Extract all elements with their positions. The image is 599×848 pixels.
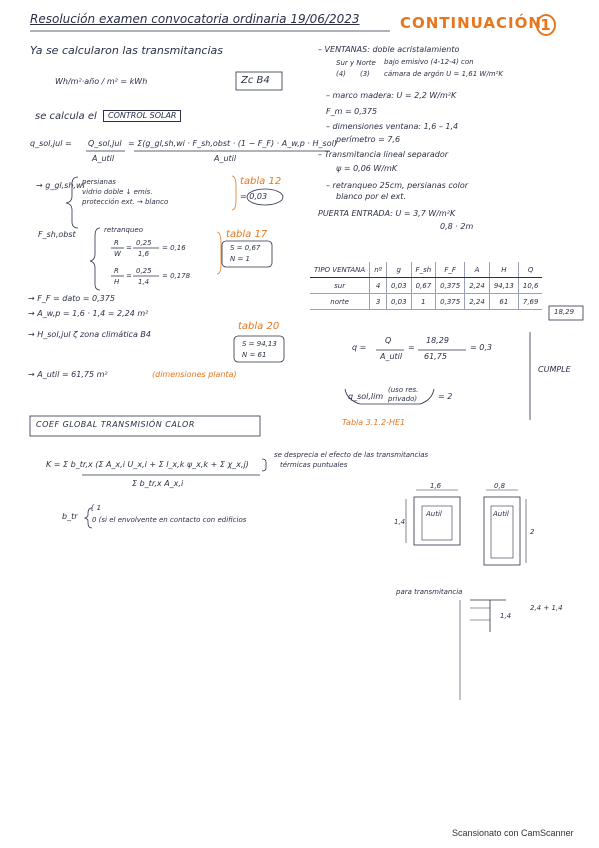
ff-line: → F_F = dato = 0,375 <box>28 294 115 303</box>
f-first: retranqueo <box>104 226 144 234</box>
dim-14: 1,4 <box>500 612 512 620</box>
result-qlim-note-2: privado) <box>388 395 418 403</box>
table-cell: 2,24 <box>465 294 490 310</box>
table-cell: 0,03 <box>386 278 411 294</box>
table-cell: 2,24 <box>465 278 490 294</box>
btr-label: b_tr <box>62 512 78 521</box>
page-header-title: Resolución examen convocatoria ordinaria 19/06/2023 <box>30 12 360 26</box>
f-r1-num: R <box>114 239 119 247</box>
psi-line: ψ = 0,06 W/mK <box>336 164 398 173</box>
result-qlim-note-1: (uso res. <box>388 386 419 394</box>
hsol-n: N = 61 <box>242 351 267 359</box>
result-q-fnum: 18,29 <box>426 336 449 345</box>
num-4: (4) <box>336 70 346 78</box>
puerta-line: PUERTA ENTRADA: U = 3,7 W/m²K <box>318 209 456 218</box>
fm-line: F_m = 0,375 <box>326 107 378 116</box>
table-header: nº <box>370 262 387 278</box>
hsol-table-ref: tabla 20 <box>238 321 280 332</box>
continuation-badge: CONTINUACIÓN <box>400 14 542 32</box>
dim-right-side: 2 <box>530 528 535 536</box>
hsol-s: S = 94,13 <box>242 340 277 348</box>
dimensiones-line: – dimensiones ventana: 1,6 – 1,4 <box>326 122 459 131</box>
sur-norte: Sur y Norte <box>336 59 376 67</box>
result-q-mid: = <box>408 343 415 352</box>
g-value: = 0,03 <box>240 192 268 201</box>
table-cell: 10,6 <box>518 278 542 294</box>
table-cell: 4 <box>370 278 387 294</box>
bajo-emisivo: bajo emisivo (4-12-4) con <box>384 58 474 66</box>
table-header: H <box>489 262 518 278</box>
q-den1: A_util <box>92 154 115 163</box>
dim-sum: 2,4 + 1,4 <box>530 604 563 612</box>
btr-case-1: { 1 <box>90 504 102 512</box>
result-q-num: Q <box>385 336 392 345</box>
puerta-line-2: 0,8 · 2m <box>440 222 474 231</box>
table-cell: 94,13 <box>489 278 518 294</box>
k-note-1: se desprecia el efecto de las transmitancias <box>274 451 429 459</box>
k-note-2: térmicas puntuales <box>280 461 348 469</box>
f-r1-fnum: 0,25 <box>136 239 152 247</box>
f-r1-den: W <box>114 250 121 258</box>
control-prefix: se calcula el <box>35 111 97 122</box>
q-num1: Q_sol,jul <box>88 139 122 148</box>
awp-line: → A_w,p = 1,6 · 1,4 = 2,24 m² <box>28 309 149 318</box>
result-q: q = <box>352 343 367 352</box>
g-line-1: persianas <box>82 178 116 186</box>
table-cell: 7,69 <box>518 294 542 310</box>
q-lhs: q_sol,jul = <box>30 139 72 148</box>
f-r2-res: = 0,178 <box>162 272 191 280</box>
btr-case-0: 0 (si el envolvente en contacto con edificios <box>92 516 247 524</box>
table-header: Q <box>518 262 542 278</box>
table-cell: 0,67 <box>411 278 436 294</box>
coef-title: COEF GLOBAL TRANSMISIÓN CALOR <box>36 420 195 429</box>
window-table <box>310 262 542 310</box>
transmitancia-line: – Transmitancia lineal separador <box>318 150 449 159</box>
q-eq: = Σ(g_gl,sh,wi · F_sh,obst · (1 − F_F) · A_w,p · H_sol) <box>128 139 337 148</box>
table-cell: sur <box>310 278 370 294</box>
table-cell: 1 <box>411 294 436 310</box>
dim-left-top: 1,6 <box>430 482 442 490</box>
result-q-value: = 0,3 <box>470 343 492 352</box>
g-label: → g_gl,sh,wi <box>36 181 85 190</box>
q-den2: A_util <box>214 154 237 163</box>
hsol-line: → H_sol,jul ζ zona climática B4 <box>28 330 151 339</box>
autil-note: (dimensiones planta) <box>152 370 237 379</box>
continuation-number: 1 <box>536 14 556 36</box>
table-cell: 61 <box>489 294 518 310</box>
result-qlim: q_sol,lim <box>348 392 384 401</box>
units-equation: Wh/m²·año / m² = kWh <box>55 77 148 86</box>
table-header: g <box>386 262 411 278</box>
table-total: 18,29 <box>554 308 575 316</box>
f-table-ref: tabla 17 <box>226 229 268 240</box>
result-qlim-value: = 2 <box>438 392 453 401</box>
camara-line: cámara de argón U = 1,61 W/m²K <box>384 70 503 78</box>
dim-left-side: 1,4 <box>394 518 406 526</box>
dim-right-top: 0,8 <box>494 482 506 490</box>
retranqueo-line: – retranqueo 25cm, persianas color <box>326 181 469 190</box>
table-header: TIPO VENTANA <box>310 262 370 278</box>
table-cell: 0,375 <box>436 294 465 310</box>
result-cumple: CUMPLE <box>538 365 571 374</box>
control-solar-label: CONTROL SOLAR <box>103 110 181 122</box>
table-row <box>310 294 542 310</box>
f-r2-fden: 1,4 <box>138 278 150 286</box>
table-header: A <box>465 262 490 278</box>
g-line-3: protección ext. → blanco <box>82 198 169 206</box>
autil-line: → A_util = 61,75 m² <box>28 370 108 379</box>
window-label-2: Autil <box>493 510 509 518</box>
f-r2-den: H <box>114 278 120 286</box>
k-formula: K = Σ b_tr,x (Σ A_x,i U_x,i + Σ l_x,k ψ_x,k + Σ χ_x,j) <box>46 460 249 469</box>
g-table-ref: tabla 12 <box>240 176 282 187</box>
ventanas-line: – VENTANAS: doble acristalamiento <box>318 45 460 54</box>
result-table-ref: Tabla 3.1.2-HE1 <box>342 418 406 427</box>
f-r1-eq: = <box>126 244 132 252</box>
num-3: (3) <box>360 70 370 78</box>
f-n: N = 1 <box>230 255 251 263</box>
table-header: F_F <box>436 262 465 278</box>
k-denominator: Σ b_tr,x A_x,i <box>132 479 184 488</box>
perimetro-line: perímetro = 7,6 <box>336 135 401 144</box>
marco-line: – marco madera: U = 2,2 W/m²K <box>326 91 457 100</box>
table-cell: 0,375 <box>436 278 465 294</box>
f-label: F_sh,obst <box>38 230 76 239</box>
perimetro-note: para transmitancia <box>396 588 463 596</box>
retranqueo-line-2: blanco por el ext. <box>336 192 406 201</box>
f-r1-res: = 0,16 <box>162 244 186 252</box>
f-r2-fnum: 0,25 <box>136 267 152 275</box>
f-r2-num: R <box>114 267 119 275</box>
table-cell: 0,03 <box>386 294 411 310</box>
result-q-fden: 61,75 <box>424 352 447 361</box>
result-q-den: A_util <box>380 352 403 361</box>
zone-box: Zc B4 <box>241 75 270 86</box>
table-cell: 3 <box>370 294 387 310</box>
table-header: F_sh <box>411 262 436 278</box>
window-label-1: Autil <box>426 510 442 518</box>
table-cell: norte <box>310 294 370 310</box>
table-row <box>310 278 542 294</box>
g-line-2: vidrio doble ↓ emis. <box>82 188 153 196</box>
f-r1-fden: 1,6 <box>138 250 150 258</box>
f-r2-eq: = <box>126 272 132 280</box>
f-s: S = 0,67 <box>230 244 261 252</box>
intro-line: Ya se calcularon las transmitancias <box>30 44 223 57</box>
table-header-row <box>310 262 542 278</box>
scanner-watermark: Scansionato con CamScanner <box>452 828 574 838</box>
